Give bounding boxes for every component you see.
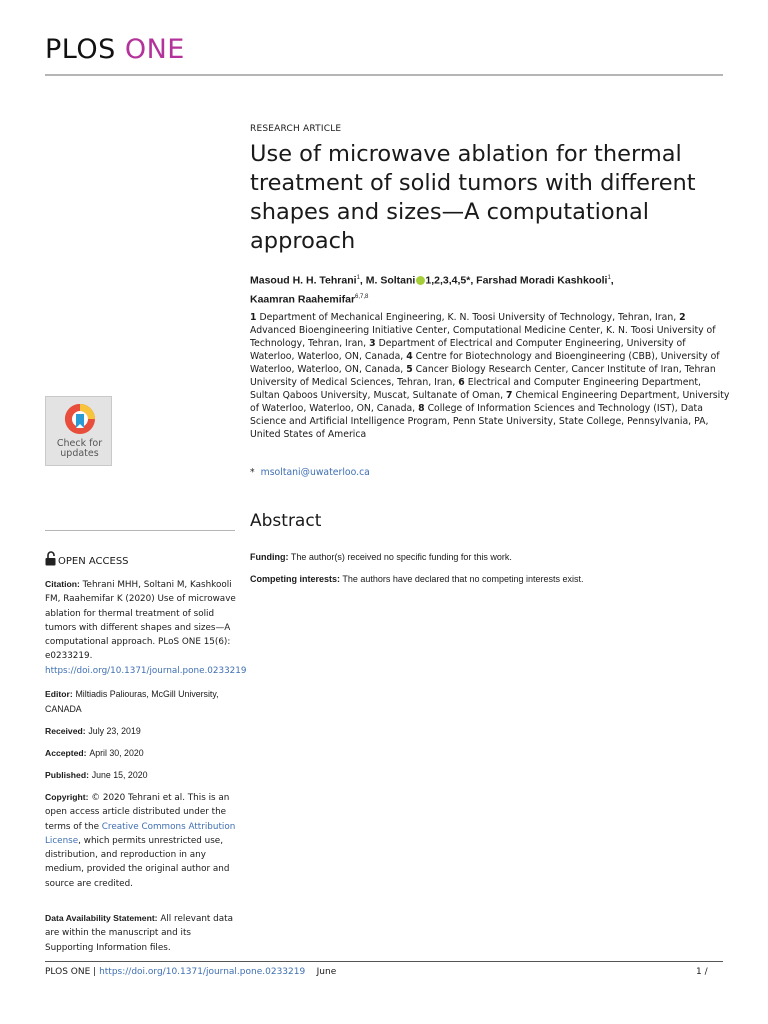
affiliation-number: 5 (406, 364, 413, 375)
article-type: RESEARCH ARTICLE (250, 124, 342, 134)
author-affil-ref: 1,2,3,4,5 (425, 274, 467, 287)
author-name: Farshad Moradi Kashkooli (476, 274, 608, 287)
copyright-block (45, 790, 237, 891)
received-label: Received: (45, 726, 86, 736)
author-affil-ref: 1 (356, 275, 360, 281)
editor-label: Editor: (45, 689, 73, 699)
author-affil-ref: 6,7,8 (355, 293, 369, 300)
journal-logo-one: ONE (124, 34, 185, 65)
received-text: July 23, 2019 (88, 726, 141, 736)
data-availability-label: Data Availability Statement: (45, 913, 158, 923)
affiliation-text: Centre for Biotechnology and Bioengineering (CBB), University of Waterloo, Waterloo, ON, Canada, (250, 351, 720, 375)
citation-label: Citation: (45, 579, 80, 589)
corresponding-author (250, 467, 370, 478)
sidebar-divider (45, 530, 235, 531)
header-divider (45, 74, 723, 76)
affiliation-number: 3 (369, 338, 376, 349)
open-access-text: OPEN ACCESS (58, 556, 129, 567)
accepted-date (45, 746, 237, 761)
funding-statement (250, 552, 512, 562)
author-list: Masoud H. H. Tehrani$^1$, M. Soltani 1,2,3,4,5*, Farshad Moradi Kashkooli$^1$, Kaamran Raahemifar$^{6,7,8}$ (250, 274, 614, 305)
crossmark-icon (63, 402, 97, 438)
citation-text: Tehrani MHH, Soltani M, Kashkooli FM, Raahemifar K (2020) Use of microwave ablation for thermal treatment of solid tumors with different shapes and sizes—A computational approach. PLoS ONE 15(6): e0233219. (45, 580, 236, 662)
accepted-label: Accepted: (45, 748, 87, 758)
open-access-label (45, 551, 129, 567)
journal-logo-plos: PLOS (45, 34, 116, 65)
journal-logo (45, 34, 185, 65)
editor-text: Miltiadis Paliouras, McGill University, CANADA (45, 689, 219, 715)
copyright-text: © 2020 Tehrani et al. This is an open access article distributed under the terms of the (45, 793, 230, 832)
affiliation-text: Department of Mechanical Engineering, K. N. Toosi University of Technology, Tehran, Iran, (259, 312, 677, 323)
article-title: Use of microwave ablation for thermal treatment of solid tumors with different shapes and sizes—A computational approach (250, 141, 696, 254)
footer-month: June (316, 967, 337, 977)
competing-text: The authors have declared that no competing interests exist. (342, 574, 584, 584)
affiliation-number: 7 (506, 390, 513, 401)
orcid-icon[interactable] (416, 276, 425, 285)
page-number: 1 / (696, 967, 708, 977)
footer-divider (45, 961, 723, 962)
corresponding-email-link[interactable]: msoltani@uwaterloo.ca (260, 467, 370, 478)
author-affil-ref: 1 (607, 275, 611, 281)
published-text: June 15, 2020 (91, 770, 148, 780)
affiliation-number: 2 (679, 312, 686, 323)
published-date (45, 768, 237, 783)
received-date (45, 724, 237, 739)
check-line-2: updates (60, 448, 99, 459)
corresponding-mark: * (250, 467, 255, 478)
corresponding-mark: * (466, 274, 471, 287)
check-for-updates-button[interactable] (45, 396, 112, 466)
footer-journal: PLOS ONE (45, 967, 91, 977)
funding-label: Funding: (250, 552, 289, 562)
competing-label: Competing interests: (250, 574, 341, 584)
open-lock-icon (45, 551, 56, 566)
affiliation-text: Electrical and Computer Engineering Department, Sultan Qaboos University, Muscat, Sultanate of Oman, (250, 377, 701, 401)
author-name: M. Soltani (365, 274, 416, 287)
funding-text: The author(s) received no specific funding for this work. (290, 552, 512, 562)
affiliation-number: 1 (250, 312, 257, 323)
affiliation-number: 6 (458, 377, 465, 388)
copyright-label: Copyright: (45, 792, 89, 802)
check-for-updates-label (46, 439, 113, 459)
data-availability-text: All relevant data are within the manuscript and its Supporting Information files. (45, 914, 233, 953)
affiliation-text: College of Information Sciences and Technology (IST), Data Science and Artificial Intelligence Program, Penn State University, State College, Pennsylvania, PA, United States of America (250, 403, 709, 440)
affiliation-text: Advanced Bioengineering Initiative Center, Computational Medicine Center, K. N. Toosi University of Technology, Tehran, Iran, (250, 325, 716, 349)
affiliation-text: Department of Electrical and Computer Engineering, University of Waterloo, Waterloo, ON, Canada, (250, 338, 686, 362)
published-label: Published: (45, 770, 89, 780)
footer-separator: | (93, 967, 97, 977)
abstract-heading: Abstract (250, 511, 322, 531)
check-line-1: Check for (56, 438, 103, 449)
license-link[interactable]: Creative Commons Attribution License (45, 821, 236, 846)
footer-citation (45, 967, 336, 977)
citation-block (45, 577, 247, 678)
author-name: Masoud H. H. Tehrani (250, 274, 357, 287)
copyright-text-tail: , which permits unrestricted use, distribution, and reproduction in any medium, provided the original author and source are credited. (45, 835, 230, 889)
accepted-text: April 30, 2020 (89, 748, 144, 758)
author-name: Kaamran Raahemifar (250, 293, 356, 305)
data-availability-block (45, 911, 237, 955)
affiliations (250, 311, 730, 441)
citation-doi-link[interactable]: https://doi.org/10.1371/journal.pone.0233219 (45, 665, 247, 676)
competing-interests (250, 574, 584, 584)
affiliation-text: Chemical Engineering Department, University of Waterloo, Waterloo, ON, Canada, (250, 390, 730, 414)
affiliation-number: 8 (418, 403, 425, 414)
footer-doi-link[interactable]: https://doi.org/10.1371/journal.pone.0233219 (99, 967, 306, 977)
editor-block (45, 687, 237, 718)
affiliation-number: 4 (406, 351, 413, 362)
affiliation-text: Cancer Biology Research Center, Cancer Institute of Iran, Tehran University of Medical Sciences, Tehran, Iran, (250, 364, 716, 388)
